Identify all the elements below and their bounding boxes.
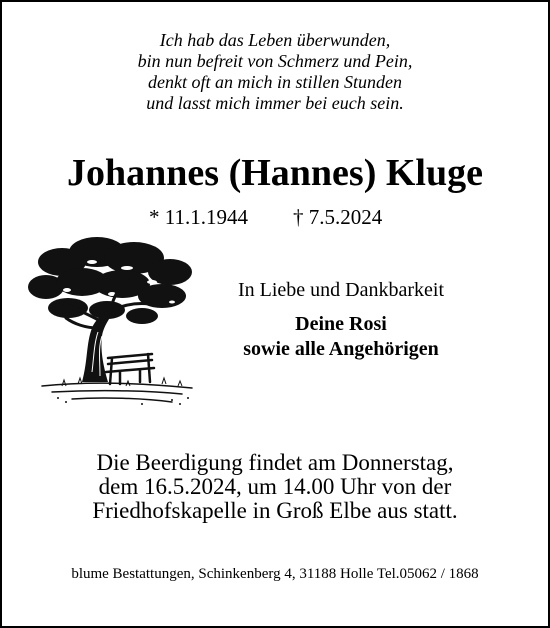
death-date: † 7.5.2024	[293, 205, 383, 229]
memorial-poem	[0, 30, 550, 114]
poem-line: denkt oft an mich in stillen Stunden	[148, 72, 402, 92]
birth-date: * 11.1.1944	[149, 205, 248, 229]
funeral-line: Friedhofskapelle in Groß Elbe aus statt.	[92, 498, 458, 523]
dedication-text: In Liebe und Dankbarkeit	[237, 279, 445, 301]
funeral-line: Die Beerdigung findet am Donnerstag,	[96, 450, 454, 475]
funeral-line: dem 16.5.2024, um 14.00 Uhr von der	[98, 474, 452, 499]
deceased-name: Johannes (Hannes) Kluge	[67, 152, 483, 194]
funeral-announcement	[0, 451, 550, 523]
mourner-line: Deine Rosi	[295, 313, 387, 335]
poem-line: bin nun befreit von Schmerz und Pein,	[137, 51, 413, 71]
poem-line: Ich hab das Leben überwunden,	[159, 30, 391, 50]
tree-with-bench-icon	[22, 232, 202, 412]
poem-line: und lasst mich immer bei euch sein.	[146, 93, 404, 113]
mourner-line: sowie alle Angehörigen	[243, 338, 439, 360]
funeral-home-footer: blume Bestattungen, Schinkenberg 4, 31188 Holle Tel.05062 / 1868	[71, 566, 479, 582]
mourners-names	[202, 312, 480, 362]
